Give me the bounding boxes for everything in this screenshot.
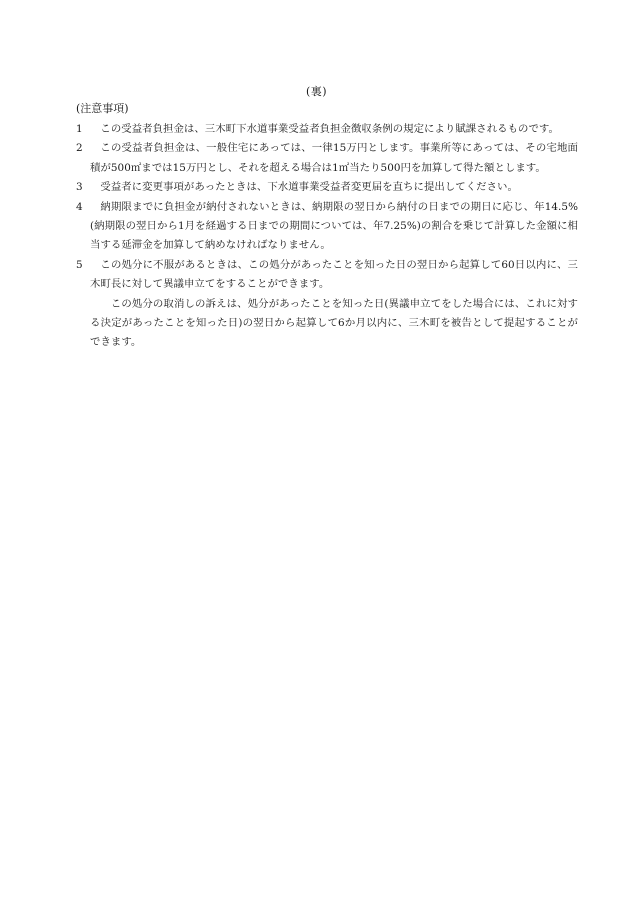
- notes-list: [76, 120, 578, 353]
- note-text: この処分に不服があるときは、この処分があったことを知った日の翌日から起算して60日以内に、三木町長に対して異議申立てをすることができます。: [90, 258, 578, 291]
- note-number: 4: [76, 200, 83, 213]
- note-5-continuation: この処分の取消しの訴えは、処分があったことを知った日(異議申立てをした場合には、これに対する決定があったことを知った日)の翌日から起算して6か月以内に、三木町を被告として提起することができます。: [90, 297, 578, 349]
- note-item-2: [76, 139, 578, 178]
- note-number: 3: [76, 181, 83, 194]
- note-text: この受益者負担金は、三木町下水道事業受益者負担金徴収条例の規定により賦課されるものです。: [100, 123, 559, 135]
- note-text: 受益者に変更事項があったときは、下水道事業受益者変更届を直ちに提出してください。: [100, 181, 518, 194]
- note-item-5: [76, 256, 578, 295]
- note-number: 1: [76, 123, 83, 135]
- note-text: 納期限までに負担金が納付されないときは、納期限の翌日から納付の日までの期日に応じ、年14.5%(納期限の翌日から1月を経過する日までの期間については、年7.25%)の割合を乗じて計算した金額に相当する延滞金を加算して納めなければなりません。: [90, 200, 578, 252]
- note-text: この受益者負担金は、一般住宅にあっては、一律15万円とします。事業所等にあっては、その宅地面積が500㎡までは15万円とし、それを超える場合は1㎡当たり500円を加算して得た額とします。: [90, 142, 578, 174]
- notes-title: (注意事項): [76, 102, 129, 115]
- note-number: 2: [76, 142, 83, 155]
- note-item-4: [76, 198, 578, 256]
- note-item-1: [76, 120, 578, 139]
- note-number: 5: [76, 258, 83, 271]
- page-side-label: (裏): [306, 85, 328, 98]
- note-item-3: [76, 178, 578, 197]
